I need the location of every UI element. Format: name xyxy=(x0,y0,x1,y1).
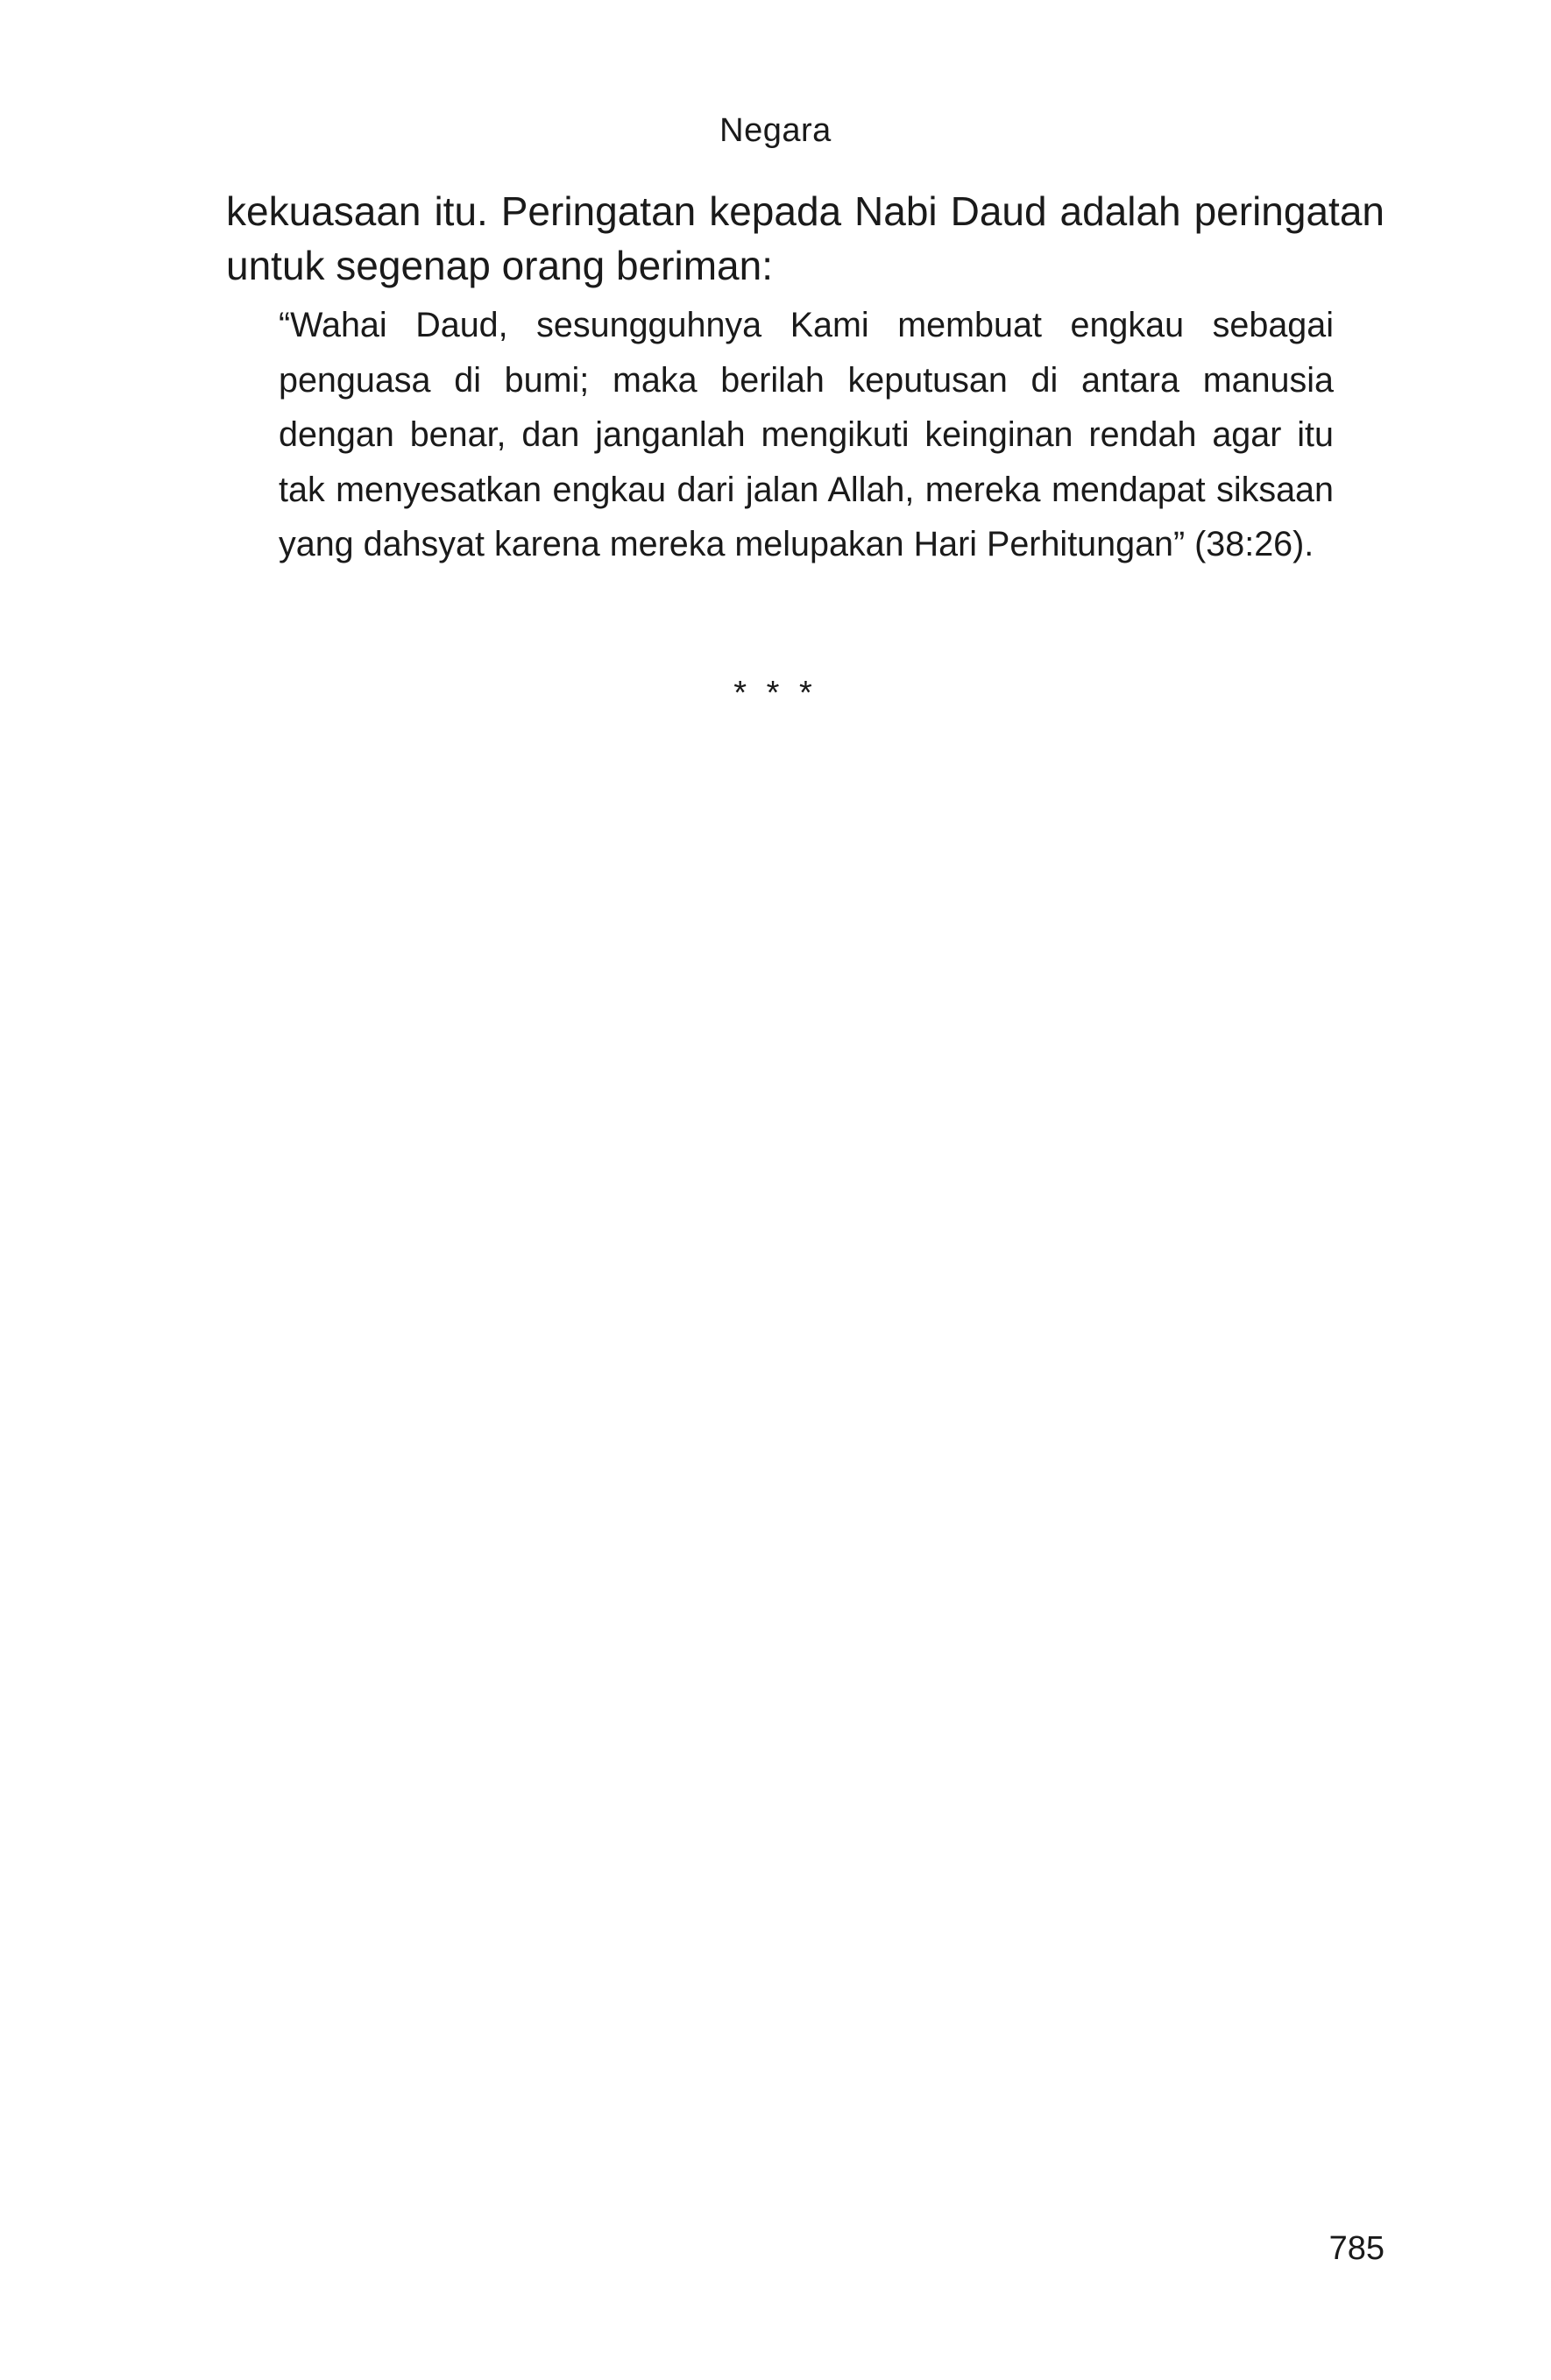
running-header: Negara xyxy=(719,112,832,149)
quote-block: “Wahai Daud, sesungguhnya Kami membuat engkau sebagai penguasa di bumi; maka berilah keputusan di antara manusia dengan benar, dan janganlah mengikuti keinginan rendah agar itu tak menyesatkan engkau dari jalan Allah, mereka mendapat siksaan yang dahsyat karena mereka melupakan Hari Perhitungan” (38:26). xyxy=(279,306,1334,563)
section-divider: * * * xyxy=(733,675,818,712)
body-paragraph: kekuasaan itu. Peringatan kepada Nabi Daud adalah peringatan untuk segenap orang beriman: xyxy=(226,188,1385,288)
page-number: 785 xyxy=(1328,2230,1385,2267)
